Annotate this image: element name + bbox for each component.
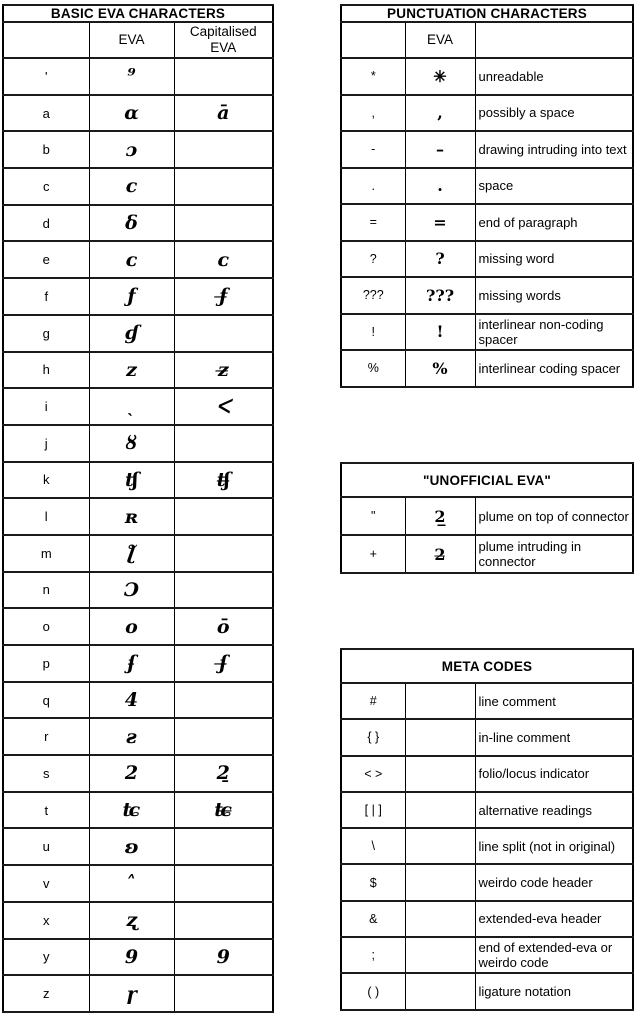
table-row	[341, 719, 633, 755]
table-row	[3, 131, 273, 168]
capitalised-glyph-cell	[174, 975, 273, 1012]
table-row	[3, 939, 273, 976]
eva-glyph-cell: δ	[89, 205, 174, 242]
eva-glyph-cell	[405, 901, 475, 937]
description-cell: missing words	[475, 277, 633, 314]
eva-glyph-cell	[405, 937, 475, 973]
eva-glyph-cell: 2̶	[405, 535, 475, 573]
eva-glyph-cell: ᴄ	[89, 241, 174, 278]
eva-glyph-cell: ɼ	[89, 975, 174, 1012]
description-cell: in-line comment	[475, 719, 633, 755]
table-row	[3, 462, 273, 499]
letter-cell: d	[3, 205, 89, 242]
code-cell: $	[341, 864, 405, 900]
eva-glyph-cell: ȣ	[89, 425, 174, 462]
table-row	[3, 95, 273, 132]
eva-glyph-cell: ʀ	[89, 498, 174, 535]
letter-cell: f	[3, 278, 89, 315]
table-row	[341, 828, 633, 864]
eva-glyph-cell: 2	[89, 755, 174, 792]
capitalised-glyph-cell: 2̱	[174, 755, 273, 792]
eva-glyph-cell: 9	[89, 939, 174, 976]
column-header-eva: EVA	[89, 22, 174, 58]
code-cell: ?	[341, 241, 405, 278]
eva-glyph-cell: ʧ	[89, 462, 174, 499]
column-header-eva: EVA	[405, 22, 475, 58]
capitalised-glyph-cell: ƒ̶	[174, 278, 273, 315]
capitalised-glyph-cell	[174, 168, 273, 205]
capitalised-glyph-cell	[174, 315, 273, 352]
capitalised-glyph-cell	[174, 205, 273, 242]
code-cell: "	[341, 497, 405, 535]
capitalised-glyph-cell	[174, 865, 273, 902]
capitalised-glyph-cell: ᐸ	[174, 388, 273, 425]
letter-cell: s	[3, 755, 89, 792]
letter-cell: b	[3, 131, 89, 168]
eva-glyph-cell: !	[405, 314, 475, 351]
capitalised-glyph-cell	[174, 572, 273, 609]
letter-cell: n	[3, 572, 89, 609]
table-row	[3, 608, 273, 645]
table-row	[3, 828, 273, 865]
column-header-description	[475, 22, 633, 58]
table-title-row	[341, 463, 633, 497]
eva-glyph-cell: –	[405, 131, 475, 168]
description-cell: end of extended-eva or weirdo code	[475, 937, 633, 973]
code-cell: +	[341, 535, 405, 573]
letter-cell: y	[3, 939, 89, 976]
capitalised-glyph-cell: ᴢ̶	[174, 352, 273, 389]
eva-glyph-cell	[405, 719, 475, 755]
table-row	[3, 535, 273, 572]
letter-cell: e	[3, 241, 89, 278]
description-cell: unreadable	[475, 58, 633, 95]
eva-glyph-cell: ˄	[89, 865, 174, 902]
capitalised-glyph-cell	[174, 902, 273, 939]
eva-glyph-cell: 2̲	[405, 497, 475, 535]
capitalised-glyph-cell	[174, 131, 273, 168]
description-cell: drawing intruding into text	[475, 131, 633, 168]
eva-glyph-cell: ᴢ	[89, 352, 174, 389]
letter-cell: v	[3, 865, 89, 902]
table-title-row	[341, 5, 633, 22]
capitalised-glyph-cell: ʄ̶	[174, 645, 273, 682]
description-cell: plume on top of connector	[475, 497, 633, 535]
letter-cell: q	[3, 682, 89, 719]
table-row	[341, 131, 633, 168]
table-row	[3, 682, 273, 719]
code-cell: .	[341, 168, 405, 205]
column-header-capitalised-eva: Capitalised EVA	[174, 22, 273, 58]
capitalised-glyph-cell	[174, 718, 273, 755]
code-cell: < >	[341, 756, 405, 792]
eva-glyph-cell	[405, 828, 475, 864]
letter-cell: x	[3, 902, 89, 939]
column-header-code	[341, 22, 405, 58]
code-cell: &	[341, 901, 405, 937]
description-cell: space	[475, 168, 633, 205]
description-cell: extended-eva header	[475, 901, 633, 937]
table-row	[3, 865, 273, 902]
code-cell: =	[341, 204, 405, 241]
eva-glyph-cell: Ɔ	[89, 572, 174, 609]
letter-cell: h	[3, 352, 89, 389]
eva-glyph-cell: ˎ	[89, 388, 174, 425]
eva-glyph-cell: ʚ	[89, 828, 174, 865]
capitalised-glyph-cell	[174, 828, 273, 865]
table-row	[3, 168, 273, 205]
eva-glyph-cell: ɠ	[89, 315, 174, 352]
description-cell: ligature notation	[475, 973, 633, 1009]
table-row	[3, 241, 273, 278]
letter-cell: i	[3, 388, 89, 425]
description-cell: interlinear coding spacer	[475, 350, 633, 387]
table-row	[341, 350, 633, 387]
table-row	[341, 683, 633, 719]
table-row	[3, 388, 273, 425]
eva-glyph-cell: ƨ	[89, 718, 174, 755]
capitalised-glyph-cell	[174, 58, 273, 95]
letter-cell: j	[3, 425, 89, 462]
eva-glyph-cell: ʨ	[89, 792, 174, 829]
table-row	[341, 168, 633, 205]
code-cell: ???	[341, 277, 405, 314]
table-row	[3, 755, 273, 792]
letter-cell: a	[3, 95, 89, 132]
table-row	[3, 352, 273, 389]
table-row	[3, 572, 273, 609]
table-row	[341, 95, 633, 132]
eva-glyph-cell	[405, 864, 475, 900]
table-row	[3, 792, 273, 829]
eva-glyph-cell: ???	[405, 277, 475, 314]
eva-glyph-cell: ✳	[405, 58, 475, 95]
letter-cell: z	[3, 975, 89, 1012]
meta-codes-table	[340, 648, 634, 1011]
capitalised-glyph-cell: ʧ̶	[174, 462, 273, 499]
table-title: META CODES	[341, 649, 633, 683]
capitalised-glyph-cell	[174, 682, 273, 719]
table-row	[3, 645, 273, 682]
table-title-row	[3, 5, 273, 22]
code-cell: -	[341, 131, 405, 168]
column-header-row	[3, 22, 273, 58]
code-cell: *	[341, 58, 405, 95]
description-cell: missing word	[475, 241, 633, 278]
table-row	[3, 902, 273, 939]
eva-glyph-cell: ƒ	[89, 278, 174, 315]
letter-cell: m	[3, 535, 89, 572]
punctuation-table	[340, 4, 634, 388]
description-cell: weirdo code header	[475, 864, 633, 900]
capitalised-glyph-cell	[174, 498, 273, 535]
table-row	[3, 718, 273, 755]
description-cell: interlinear non-coding spacer	[475, 314, 633, 351]
description-cell: end of paragraph	[475, 204, 633, 241]
table-row	[3, 205, 273, 242]
basic-eva-table	[2, 4, 274, 1013]
table-row	[3, 498, 273, 535]
description-cell: line comment	[475, 683, 633, 719]
eva-glyph-cell: ʐ	[89, 902, 174, 939]
capitalised-glyph-cell: ō	[174, 608, 273, 645]
letter-cell: o	[3, 608, 89, 645]
eva-glyph-cell: ,	[405, 95, 475, 132]
letter-cell: p	[3, 645, 89, 682]
column-header-row	[341, 22, 633, 58]
letter-cell: u	[3, 828, 89, 865]
table-title: BASIC EVA CHARACTERS	[3, 5, 273, 22]
eva-glyph-cell: ?	[405, 241, 475, 278]
description-cell: line split (not in original)	[475, 828, 633, 864]
letter-cell: t	[3, 792, 89, 829]
table-row	[341, 864, 633, 900]
table-row	[3, 425, 273, 462]
code-cell: { }	[341, 719, 405, 755]
code-cell: %	[341, 350, 405, 387]
letter-cell: c	[3, 168, 89, 205]
table-row	[341, 535, 633, 573]
table-row	[341, 277, 633, 314]
description-cell: alternative readings	[475, 792, 633, 828]
table-row	[341, 792, 633, 828]
eva-glyph-cell: ƪ	[89, 535, 174, 572]
table-row	[341, 204, 633, 241]
letter-cell: r	[3, 718, 89, 755]
code-cell: ;	[341, 937, 405, 973]
code-cell: !	[341, 314, 405, 351]
eva-glyph-cell: ɔ	[89, 131, 174, 168]
eva-glyph-cell: .	[405, 168, 475, 205]
capitalised-glyph-cell: 9	[174, 939, 273, 976]
letter-cell: '	[3, 58, 89, 95]
eva-glyph-cell	[405, 683, 475, 719]
letter-cell: k	[3, 462, 89, 499]
eva-glyph-cell: 4	[89, 682, 174, 719]
capitalised-glyph-cell: ā	[174, 95, 273, 132]
eva-glyph-cell: %	[405, 350, 475, 387]
code-cell: #	[341, 683, 405, 719]
code-cell: \	[341, 828, 405, 864]
table-row	[341, 973, 633, 1009]
table-row	[341, 497, 633, 535]
table-row	[341, 901, 633, 937]
letter-cell: l	[3, 498, 89, 535]
table-row	[3, 975, 273, 1012]
code-cell: [ | ]	[341, 792, 405, 828]
eva-glyph-cell: ⁹	[89, 58, 174, 95]
capitalised-glyph-cell	[174, 535, 273, 572]
table-row	[341, 937, 633, 973]
table-row	[341, 314, 633, 351]
eva-glyph-cell	[405, 756, 475, 792]
eva-glyph-cell: c	[89, 168, 174, 205]
table-title: PUNCTUATION CHARACTERS	[341, 5, 633, 22]
eva-glyph-cell: ʄ	[89, 645, 174, 682]
table-title: "UNOFFICIAL EVA"	[341, 463, 633, 497]
description-cell: folio/locus indicator	[475, 756, 633, 792]
capitalised-glyph-cell: ᴄ	[174, 241, 273, 278]
table-row	[341, 58, 633, 95]
table-row	[341, 756, 633, 792]
eva-glyph-cell	[405, 792, 475, 828]
eva-glyph-cell	[405, 973, 475, 1009]
table-row	[3, 278, 273, 315]
eva-glyph-cell: =	[405, 204, 475, 241]
table-row	[3, 315, 273, 352]
table-row	[341, 241, 633, 278]
description-cell: plume intruding in connector	[475, 535, 633, 573]
code-cell: ,	[341, 95, 405, 132]
description-cell: possibly a space	[475, 95, 633, 132]
capitalised-glyph-cell: ʨ̶	[174, 792, 273, 829]
eva-glyph-cell: ɑ	[89, 95, 174, 132]
eva-glyph-cell: o	[89, 608, 174, 645]
unofficial-eva-table	[340, 462, 634, 574]
letter-cell: g	[3, 315, 89, 352]
table-title-row	[341, 649, 633, 683]
column-header-letter	[3, 22, 89, 58]
code-cell: ( )	[341, 973, 405, 1009]
capitalised-glyph-cell	[174, 425, 273, 462]
table-row	[3, 58, 273, 95]
